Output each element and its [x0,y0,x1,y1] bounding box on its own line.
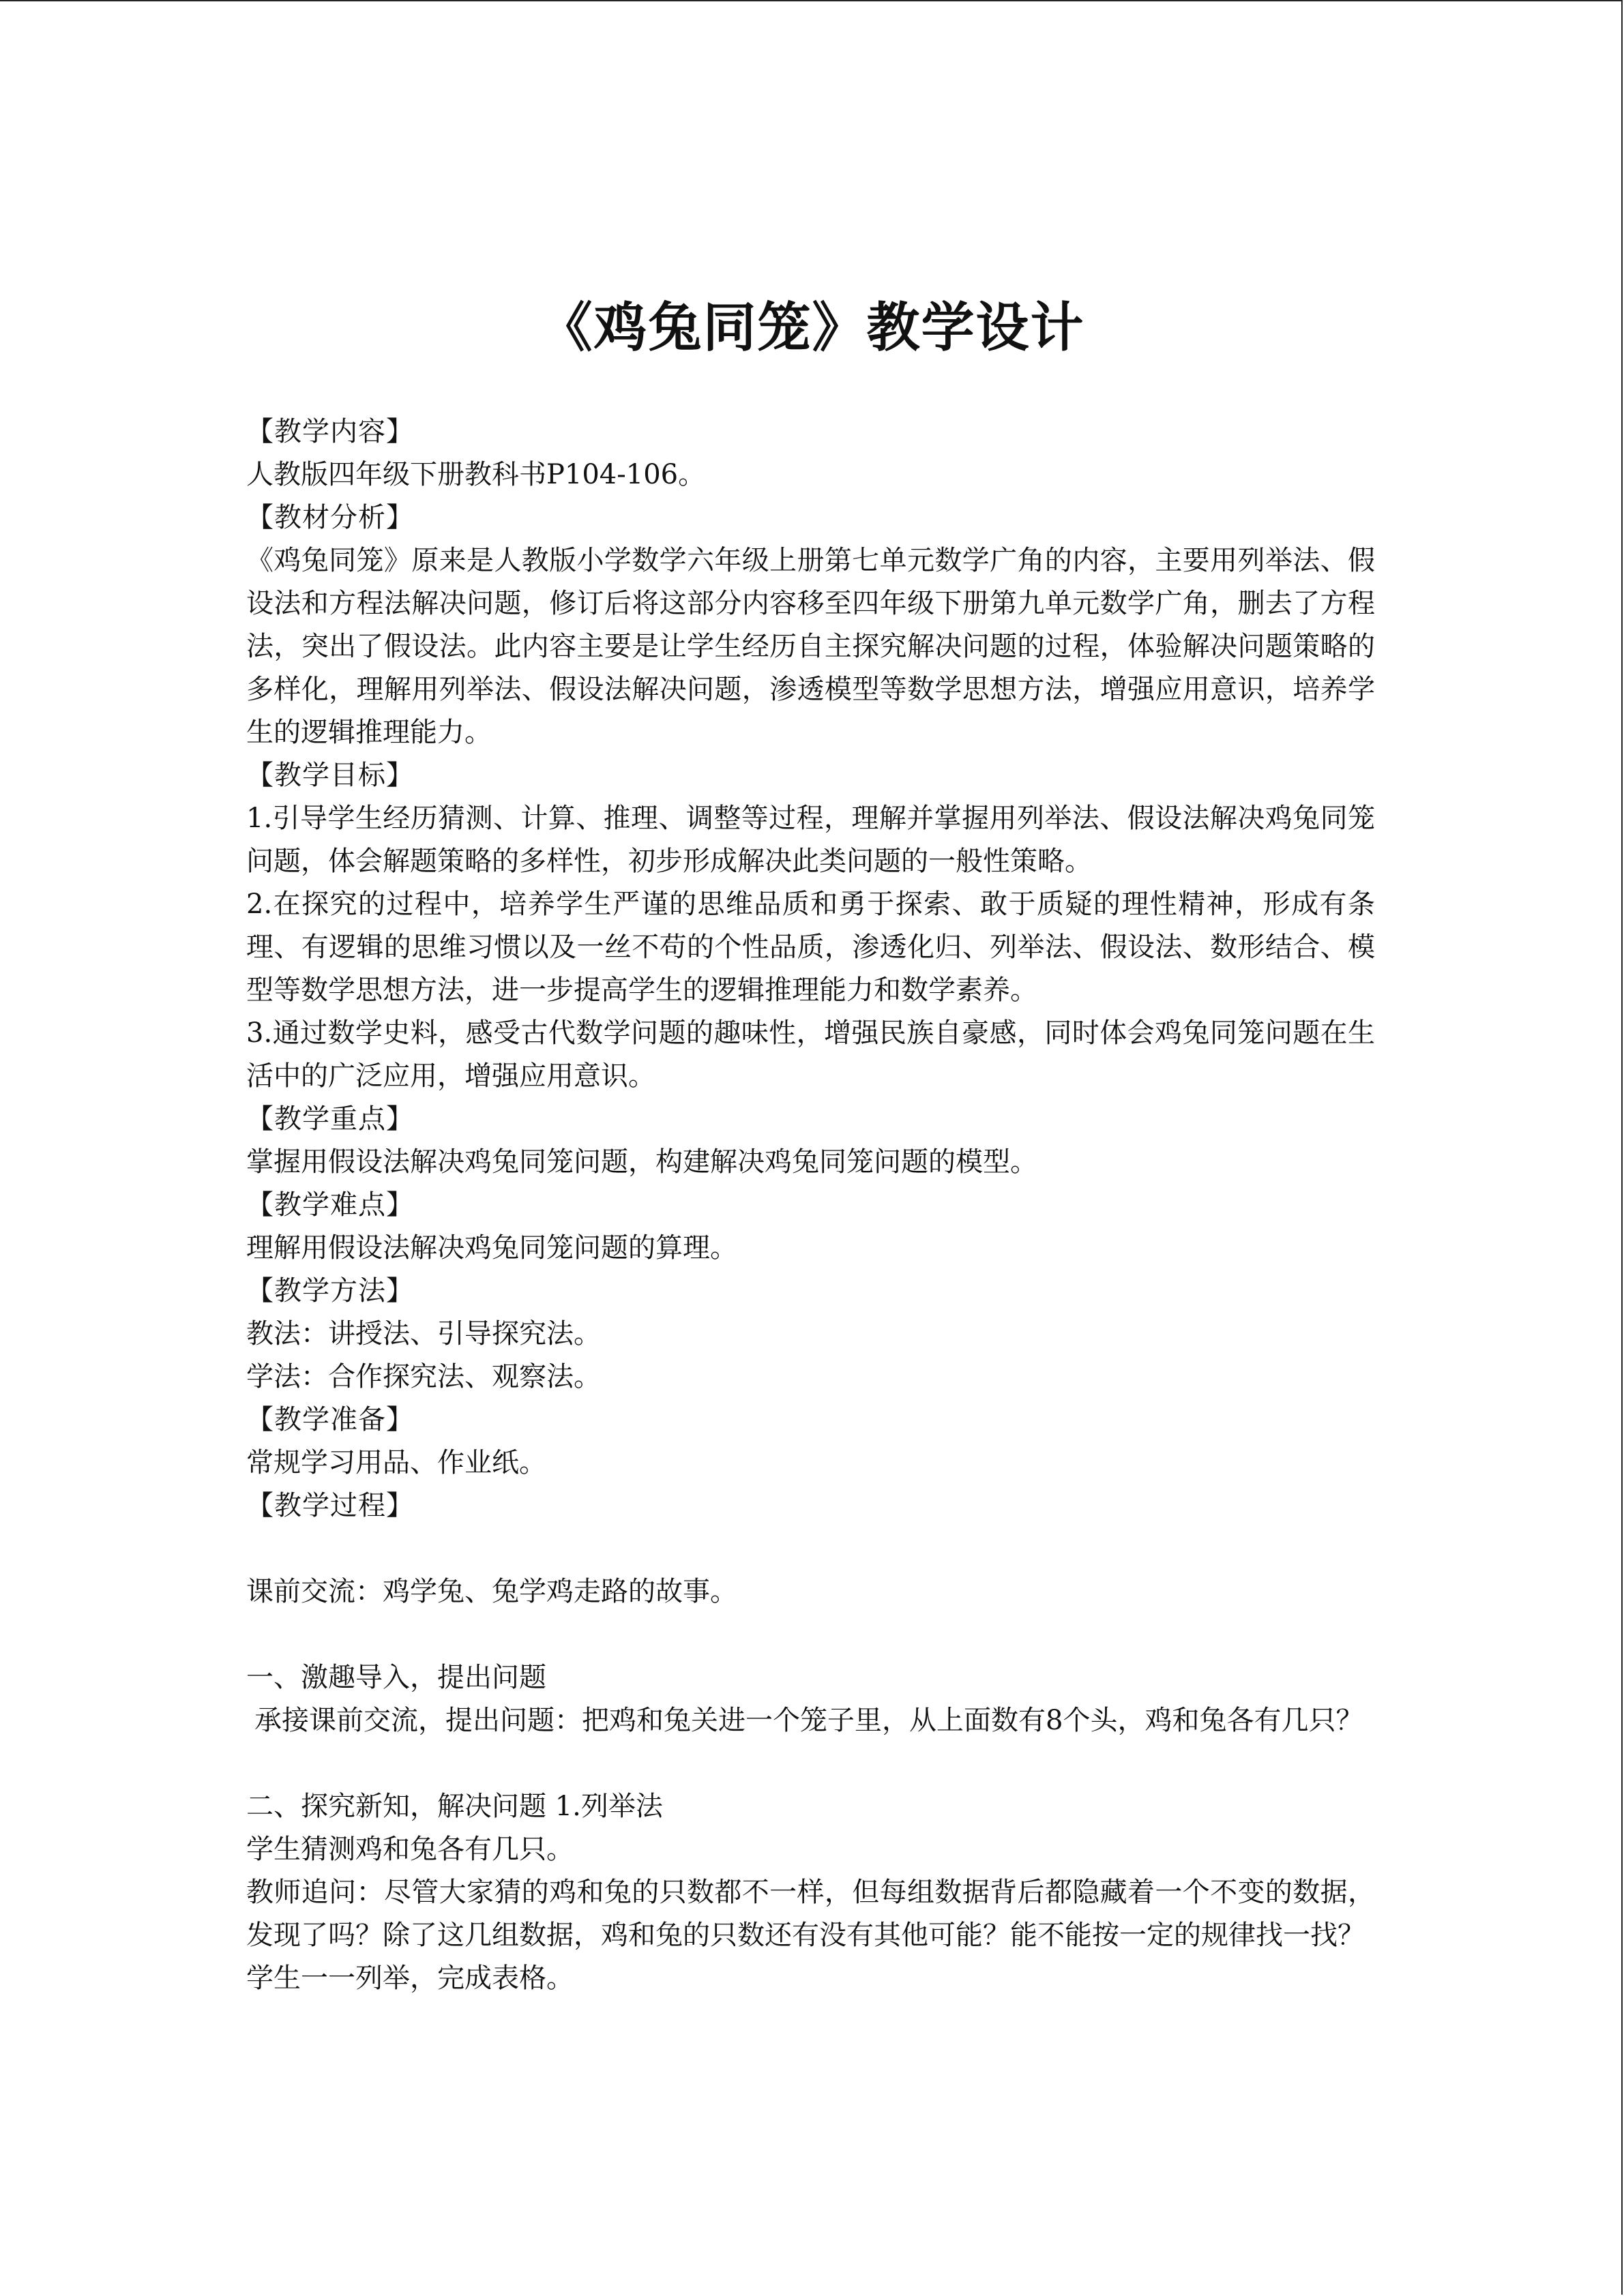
section-heading-methods: 【教学方法】 [246,1275,414,1307]
document-body [246,411,1375,2000]
difficulty-text: 理解用假设法解决鸡兔同笼问题的算理。 [246,1232,737,1264]
section-heading-key-points: 【教学重点】 [246,1103,414,1135]
preparation-text: 常规学习用品、作业纸。 [246,1447,546,1478]
section-heading-goals: 【教学目标】 [246,760,414,791]
section-heading-content: 【教学内容】 [246,416,414,447]
blank-line [246,1527,1375,1570]
pre-class-text: 课前交流：鸡学兔、兔学鸡走路的故事。 [246,1576,737,1607]
blank-line [246,1613,1375,1656]
goal-item-1: 1.引导学生经历猜测、计算、推理、调整等过程，理解并掌握用列举法、假设法解决鸡兔同笼问题，体会解题策略的多样性，初步形成解决此类问题的一般性策略。 [246,803,1375,877]
section-heading-analysis: 【教材分析】 [246,502,414,533]
goal-item-3: 3.通过数学史料，感受古代数学问题的趣味性，增强民族自豪感，同时体会鸡兔同笼问题在生活中的广泛应用，增强应用意识。 [246,1017,1375,1092]
section-heading-preparation: 【教学准备】 [246,1404,414,1435]
blank-line [246,1742,1375,1785]
step-2-heading: 二、探究新知，解决问题 1.列举法 [246,1791,663,1822]
document-title: 《鸡兔同笼》教学设计 [539,297,1085,359]
step-1-text: 承接课前交流，提出问题：把鸡和兔关进一个笼子里，从上面数有8个头，鸡和兔各有几只？ [254,1705,1363,1736]
step-1-heading: 一、激趣导入，提出问题 [246,1662,546,1693]
key-points-text: 掌握用假设法解决鸡兔同笼问题，构建解决鸡兔同笼问题的模型。 [246,1146,1037,1178]
analysis-paragraph: 《鸡兔同笼》原来是人教版小学数学六年级上册第七单元数学广角的内容，主要用列举法、假设法和方程法解决问题，修订后将这部分内容移至四年级下册第九单元数学广角，删去了方程法，突出了假设法。此内容主要是让学生经历自主探究解决问题的过程，体验解决问题策略的多样化，理解用列举法、假设法解决问题，渗透模型等数学思想方法，增强应用意识，培养学生的逻辑推理能力。 [246,545,1375,748]
goal-item-2: 2.在探究的过程中，培养学生严谨的思维品质和勇于探索、敢于质疑的理性精神，形成有条理、有逻辑的思维习惯以及一丝不苟的个性品质，渗透化归、列举法、假设法、数形结合、模型等数学思想方法，进一步提高学生的逻辑推理能力和数学素养。 [246,889,1375,1006]
learning-method-text: 学法：合作探究法、观察法。 [246,1361,601,1392]
content-text: 人教版四年级下册教科书P104-106。 [246,459,706,490]
section-heading-process: 【教学过程】 [246,1490,414,1521]
step-2-teacher-question: 教师追问：尽管大家猜的鸡和兔的只数都不一样，但每组数据背后都隐藏着一个不变的数据，发现了吗？除了这几组数据，鸡和兔的只数还有没有其他可能？能不能按一定的规律找一找？ [246,1877,1375,1951]
teaching-method-text: 教法：讲授法、引导探究法。 [246,1318,601,1350]
section-heading-difficulty: 【教学难点】 [246,1189,414,1221]
step-2-list: 学生一一列举，完成表格。 [246,1963,574,1994]
step-2-guess: 学生猜测鸡和兔各有几只。 [246,1834,574,1865]
